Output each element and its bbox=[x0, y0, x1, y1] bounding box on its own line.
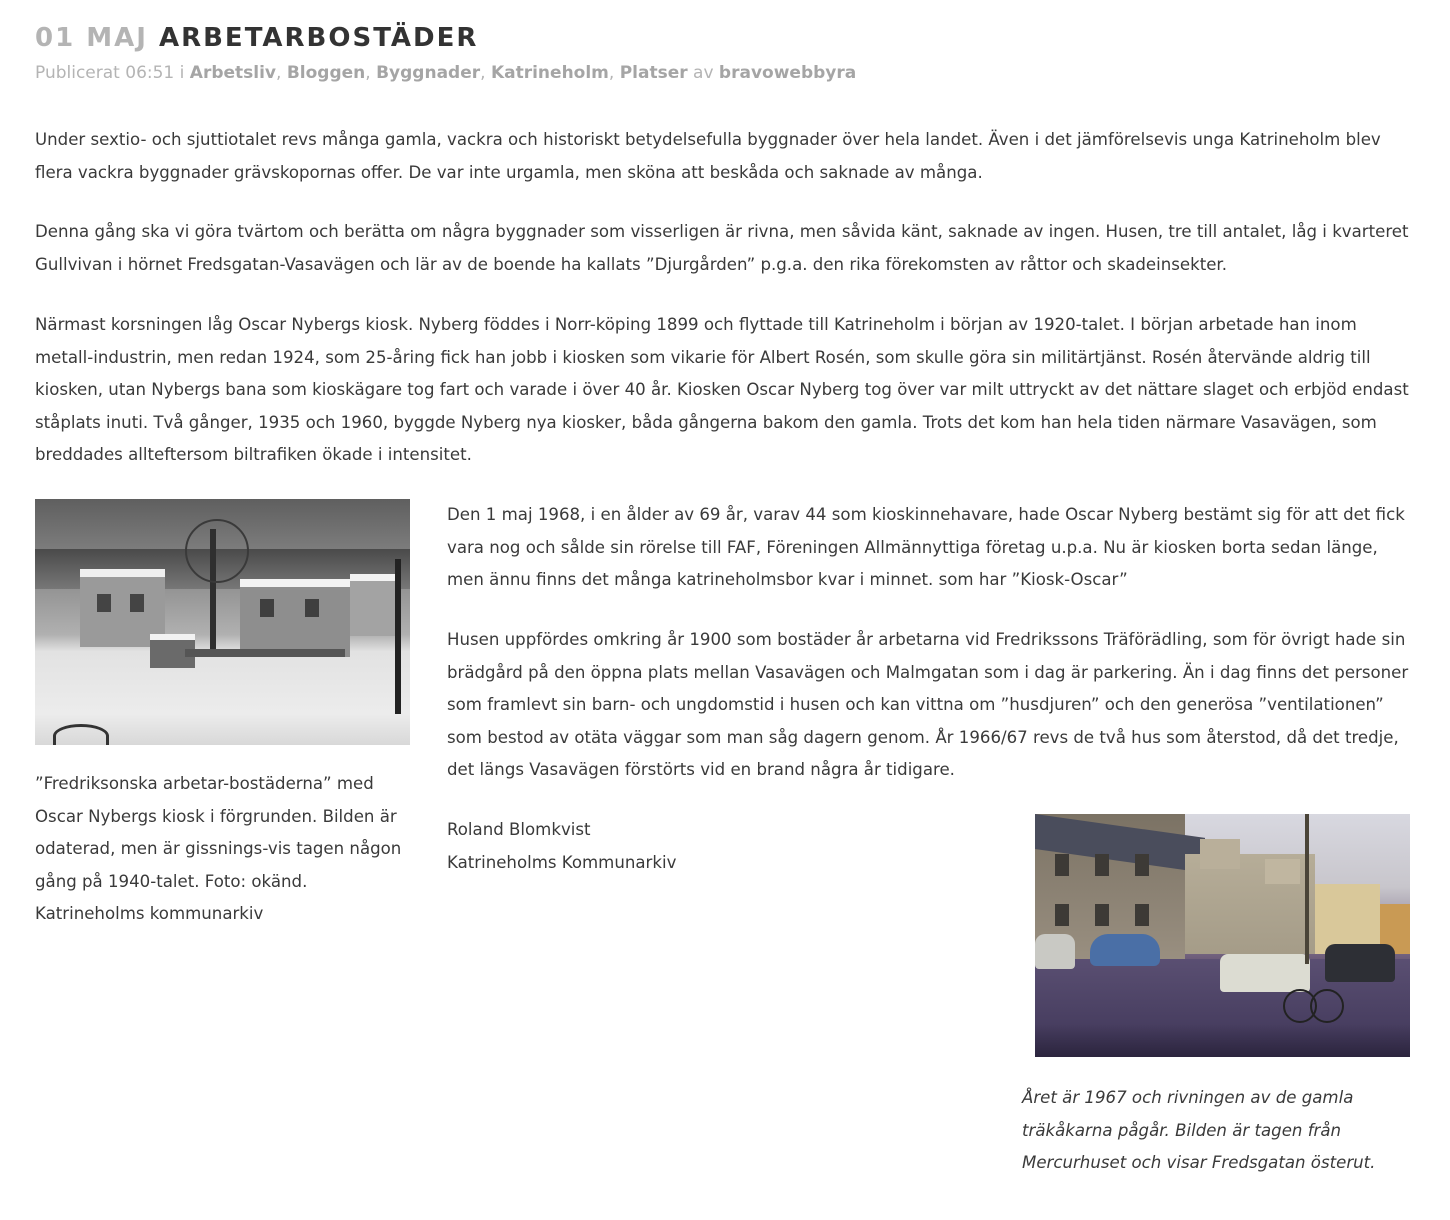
category-link-bloggen[interactable]: Bloggen bbox=[286, 63, 366, 83]
category-link-platser[interactable]: Platser bbox=[619, 63, 688, 83]
paragraph-4: Den 1 maj 1968, i en ålder av 69 år, varav 44 som kioskinnehavare, hade Oscar Nyberg bestämt sig för att det fick vara nog och sålde sin rörelse till FAF, Föreningen Allmännyttiga företag u.p.a. Nu är kiosken borta sedan länge, men ännu finns det många katrineholmsbor kvar i minnet. som har ”Kiosk-Oscar” bbox=[447, 505, 1405, 589]
post-title bbox=[35, 20, 478, 56]
paragraph-2: Denna gång ska vi göra tvärtom och berätta om några byggnader som visserligen är rivna, men såvida känt, saknade av ingen. Husen, tre till antalet, låg i kvarteret Gullvivan i hörnet Fredsgatan-Vasavägen och lär av de boende ha kallats ”Djurgården” p.g.a. den rika förekomsten av råttor och skadeinsekter. bbox=[35, 222, 1409, 274]
by-label: av bbox=[693, 63, 714, 83]
post-meta: Publicerat 06:51 i Arbetsliv, Bloggen, Byggnader, Katrineholm, Platser av bravowebbyra bbox=[35, 63, 857, 83]
category-link-katrineholm[interactable]: Katrineholm bbox=[490, 63, 609, 83]
signature bbox=[447, 814, 947, 879]
published-label: Publicerat bbox=[35, 63, 120, 83]
post-date: 01 MAJ bbox=[35, 23, 148, 53]
author-link[interactable]: bravowebbyra bbox=[718, 63, 857, 83]
post-heading: ARBETARBOSTÄDER bbox=[158, 23, 479, 53]
signature-name: Roland Blomkvist bbox=[447, 820, 591, 839]
paragraph-1: Under sextio- och sjuttiotalet revs många gamla, vackra och historiskt betydelsefulla byggnader över hela landet. Även i det jämförelsevis unga Katrineholm blev flera vackra byggnader grävskopornas offer. De var inte urgamla, men sköna att beskåda och saknade av många. bbox=[35, 130, 1381, 182]
category-link-arbetsliv[interactable]: Arbetsliv bbox=[189, 63, 277, 83]
in-label: i bbox=[179, 63, 185, 83]
photo-fredsgatan-1967 bbox=[1035, 814, 1410, 1057]
caption-photo-2: Året är 1967 och rivningen av de gamla träkåkarna pågår. Bilden är tagen från Mercurhuset och visar Fredsgatan österut. bbox=[1022, 1088, 1376, 1172]
signature-org: Katrineholms Kommunarkiv bbox=[447, 852, 677, 872]
caption-photo-1: ”Fredriksonska arbetar-bostäderna” med Oscar Nybergs kiosk i förgrunden. Bilden är odaterad, men är gissnings-vis tagen någon gång på 1940-talet. Foto: okänd. Katrineholms kommunarkiv bbox=[35, 774, 402, 923]
paragraph-3: Närmast korsningen låg Oscar Nybergs kiosk. Nyberg föddes i Norr-köping 1899 och flyttade till Katrineholm i början av 1920-talet. I början arbetade han inom metall-industrin, men redan 1924, som 25-åring fick han jobb i kiosken som vikarie för Albert Rosén, som skulle göra sin militärtjänst. Rosén återvände aldrig till kiosken, utan Nybergs bana som kioskägare tog fart och varade i över 40 år. Kiosken Oscar Nyberg tog över var milt uttryckt av det nättare slaget och erbjöd endast ståplats inuti. Två gånger, 1935 och 1960, byggde Nyberg nya kiosker, båda gångerna bakom den gamla. Trots det kom han hela tiden närmare Vasavägen, som breddades allteftersom biltrafiken ökade i intensitet. bbox=[35, 315, 1409, 464]
published-time: 06:51 bbox=[125, 63, 175, 83]
photo-workers-houses-winter bbox=[35, 499, 410, 745]
paragraph-5: Husen uppfördes omkring år 1900 som bostäder år arbetarna vid Fredrikssons Träförädling, som för övrigt hade sin brädgård på den öppna plats mellan Vasavägen och Malmgatan som i dag är parkering. Än i dag finns det personer som framlevt sin barn- och ungdomstid i husen och kan vittna om ”husdjuren” och den generösa ”ventilationen” som bestod av otäta väggar som man såg dagern genom. År 1966/67 revs de två hus som återstod, då det tredje, det längs Vasavägen förstörts vid en brand några år tidigare. bbox=[447, 630, 1409, 779]
category-link-byggnader[interactable]: Byggnader bbox=[376, 63, 481, 83]
